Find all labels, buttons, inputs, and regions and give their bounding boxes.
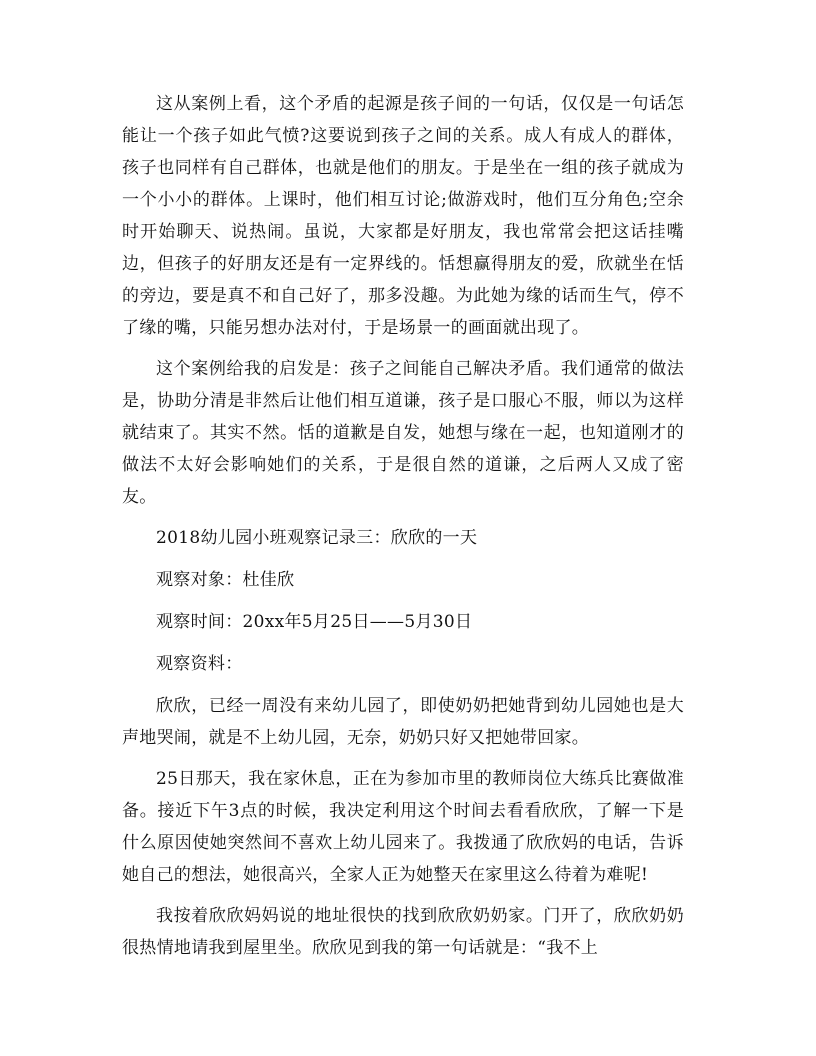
- paragraph-case-inspiration: 这个案例给我的启发是：孩子之间能自己解决矛盾。我们通常的做法是，协助分清是非然后让他们相互道谦，孩子是口服心不服，师以为这样就结束了。其实不然。恬的道歉是自发，她想与缘在一起，也知道刚才的做法不太好会影响她们的关系，于是很自然的道谦，之后两人又成了密友。: [122, 359, 684, 507]
- paragraph-arrival-at-home: 我按着欣欣妈妈说的地址很快的找到欣欣奶奶家。门开了，欣欣奶奶很热情地请我到屋里坐。欣欣见到我的第一句话就是：“我不上: [122, 906, 684, 958]
- record-title: 2018幼儿园小班观察记录三：欣欣的一天: [156, 528, 478, 548]
- paragraph-case-analysis: 这从案例上看，这个矛盾的起源是孩子间的一句话，仅仅是一句话怎能让一个孩子如此气愤?这要说到孩子之间的关系。成人有成人的群体，孩子也同样有自己群体，也就是他们的朋友。于是坐在一组的孩子就成为一个小小的群体。上课时，他们相互讨论;做游戏时，他们互分角色;空余时开始聊天、说热闹。虽说，大家都是好朋友，我也常常会把这话挂嘴边，但孩子的好朋友还是有一定界线的。恬想赢得朋友的爱，欣就坐在恬的旁边，要是真不和自己好了，那多没趣。为此她为缘的话而生气，停不了缘的嘴，只能另想办法对付，于是场景一的画面就出现了。: [122, 94, 684, 338]
- observation-time: 观察时间：20xx年5月25日——5月30日: [156, 612, 473, 632]
- paragraph-home-visit-plan: 25日那天，我在家休息，正在为参加市里的教师岗位大练兵比赛做准备。接近下午3点的时候，我决定利用这个时间去看看欣欣，了解一下是什么原因使她突然间不喜欢上幼儿园来了。我拨通了欣欣妈的电话，告诉她自己的想法，她很高兴，全家人正为她整天在家里这么待着为难呢!: [122, 769, 684, 885]
- observation-materials-label: 观察资料：: [156, 654, 243, 674]
- observation-subject: 观察对象：杜佳欣: [156, 570, 295, 590]
- paragraph-xinxin-absence: 欣欣，已经一周没有来幼儿园了，即使奶奶把她背到幼儿园她也是大声地哭闹，就是不上幼儿园，无奈，奶奶只好又把她带回家。: [122, 696, 684, 748]
